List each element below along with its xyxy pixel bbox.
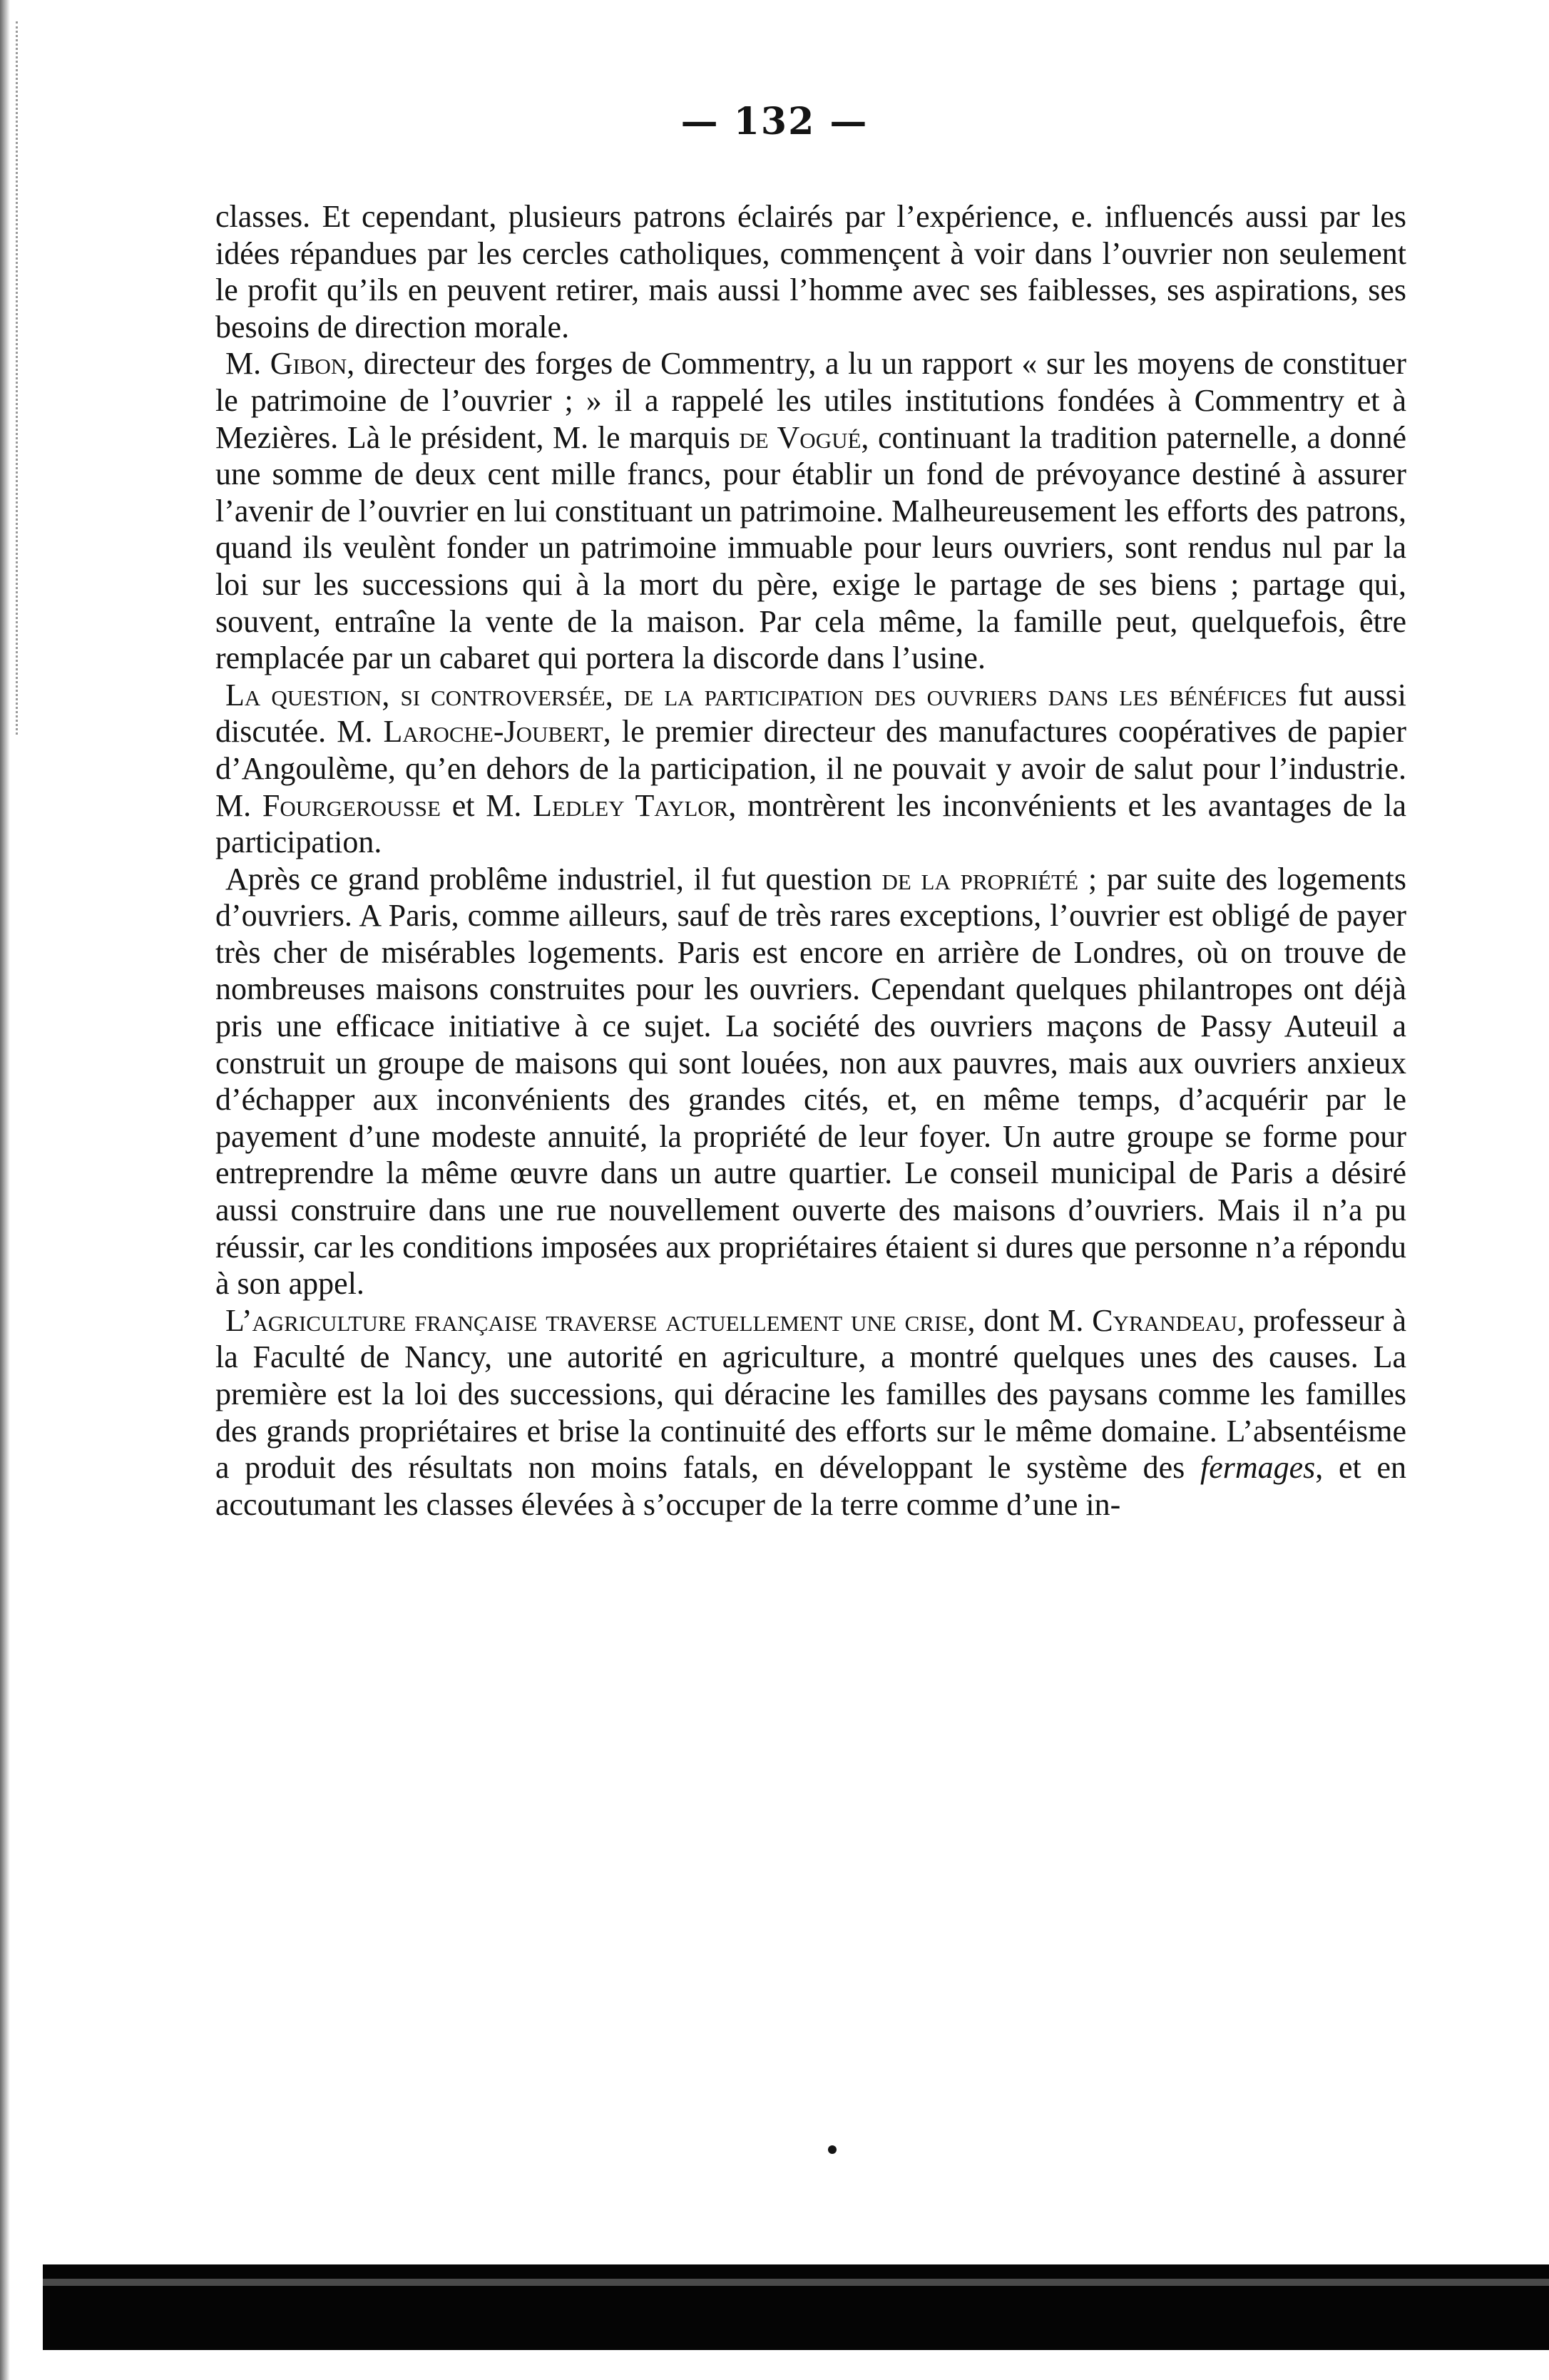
bullet-mark: [828, 2145, 837, 2154]
paragraph-3-text-c: et M.: [441, 787, 533, 823]
paragraph-2-text-b: , continuant la tradition paternelle, a donné une somme de deux cent mille francs, pour établir un fond de prévoyance destiné à assurer l’avenir de l’ouvrier en lui constituant un patrimoine. Malheureusement les efforts des patrons, quand ils veulènt fonder un patrimoine immuable pour leurs ouvriers, sont rendus nul par la loi sur les successions qui à la mort du père, exige le partage de ses biens ; partage qui, souvent, entraîne la vente de la maison. Par cela même, la famille peut, quelquefois, être remplacée par un cabaret qui portera la discorde dans l’usine.: [215, 419, 1406, 676]
paragraph-3-text-b: , le premier directeur des manufactures coopératives de papier d’Angoulème, qu’en dehors de la participation, il ne pouvait y avoir de salut pour l’industrie. M.: [215, 714, 1406, 823]
paragraph-3-text-a: fut aussi discutée. M.: [215, 677, 1406, 750]
page-number: — 132 —: [680, 100, 869, 143]
scan-bottom-stripe: [43, 2279, 1549, 2286]
name-fourgerousse: Fourgerousse: [262, 787, 441, 823]
name-cyrandeau: Cyrandeau: [1092, 1302, 1237, 1338]
paragraph-3-text-d: , montrèrent les inconvénients et les avantages de la participation.: [215, 787, 1406, 860]
paragraph-4: [215, 861, 1406, 1302]
paragraph-1: classes. Et cependant, plusieurs patrons éclairés par l’expérience, e. influencés aussi par les idées répandues par les cercles catholiques, commençent à voir dans l’ouvrier non seulement le profit qu’ils en peuvent retirer, mais aussi l’homme avec ses faiblesses, ses aspirations, ses besoins de direction morale.: [215, 199, 1406, 344]
paragraph-5-text-c: , et en accoutumant les classes élevées à s’occuper de la terre comme d’une in-: [215, 1450, 1406, 1522]
heading-participation: La question, si controversée, de la participation des ouvriers dans les bénéfices: [225, 677, 1287, 713]
paragraph-5: [215, 1302, 1406, 1523]
name-ledley-taylor: Ledley Taylor: [533, 787, 729, 823]
paragraph-2: [215, 345, 1406, 676]
name-vogue: de Vogué: [739, 419, 862, 455]
term-fermages: fermages: [1200, 1450, 1316, 1486]
paragraph-5-text-b: , professeur à la Faculté de Nancy, une autorité en agriculture, a montré quelques unes des causes. La première est la loi des successions, qui déracine les familles des paysans comme les familles des grands propriétaires et brise la continuité des efforts sur le même domaine. L’absentéisme a produit des résultats non moins fatals, en développant le système des: [215, 1302, 1407, 1486]
scan-edge-shadow: [0, 0, 10, 2380]
name-laroche-joubert: Laroche-Joubert: [383, 714, 603, 750]
paragraph-5-text-a: , dont M.: [967, 1302, 1093, 1338]
paragraph-4-text-a: Après ce grand problême industriel, il fut question: [225, 861, 882, 897]
page-body: [215, 198, 1406, 1523]
name-gibon: M. Gibon: [225, 346, 347, 382]
paragraph-3: [215, 677, 1406, 861]
paragraph-4-text-b: ; par suite des logements d’ouvriers. A Paris, comme ailleurs, sauf de très rares exceptions, l’ouvrier est obligé de payer très cher de misérables logements. Paris est encore en arrière de Londres, où on trouve de nombreuses maisons construites pour les ouvriers. Cependant quelques philantropes ont déjà pris une efficace initiative à ce sujet. La société des ouvriers maçons de Passy Auteuil a construit un groupe de maisons qui sont louées, non aux pauvres, mais aux ouvriers anxieux d’échapper aux inconvénients des grandes cités, et, en même temps, d’acquérir par le payement d’une modeste annuité, la propriété de leur foyer. Un autre groupe se forme pour entreprendre la même œuvre dans un autre quartier. Le conseil municipal de Paris a désiré aussi construire dans une rue nouvellement ouverte des maisons d’ouvriers. Mais il n’a pu réussir, car les conditions imposées aux propriétaires étaient si dures que personne n’a répondu à son appel.: [215, 861, 1407, 1302]
heading-propriete: de la propriété: [881, 861, 1079, 897]
scan-bottom-band: [43, 2264, 1549, 2350]
heading-agriculture: L’agriculture française traverse actuellement une crise: [225, 1302, 968, 1338]
paragraph-2-text-a: , directeur des forges de Commentry, a lu un rapport « sur les moyens de constituer le patrimoine de l’ouvrier ; » il a rappelé les utiles institutions fondées à Commentry et à Mezières. Là le président, M. le marquis: [215, 346, 1406, 455]
